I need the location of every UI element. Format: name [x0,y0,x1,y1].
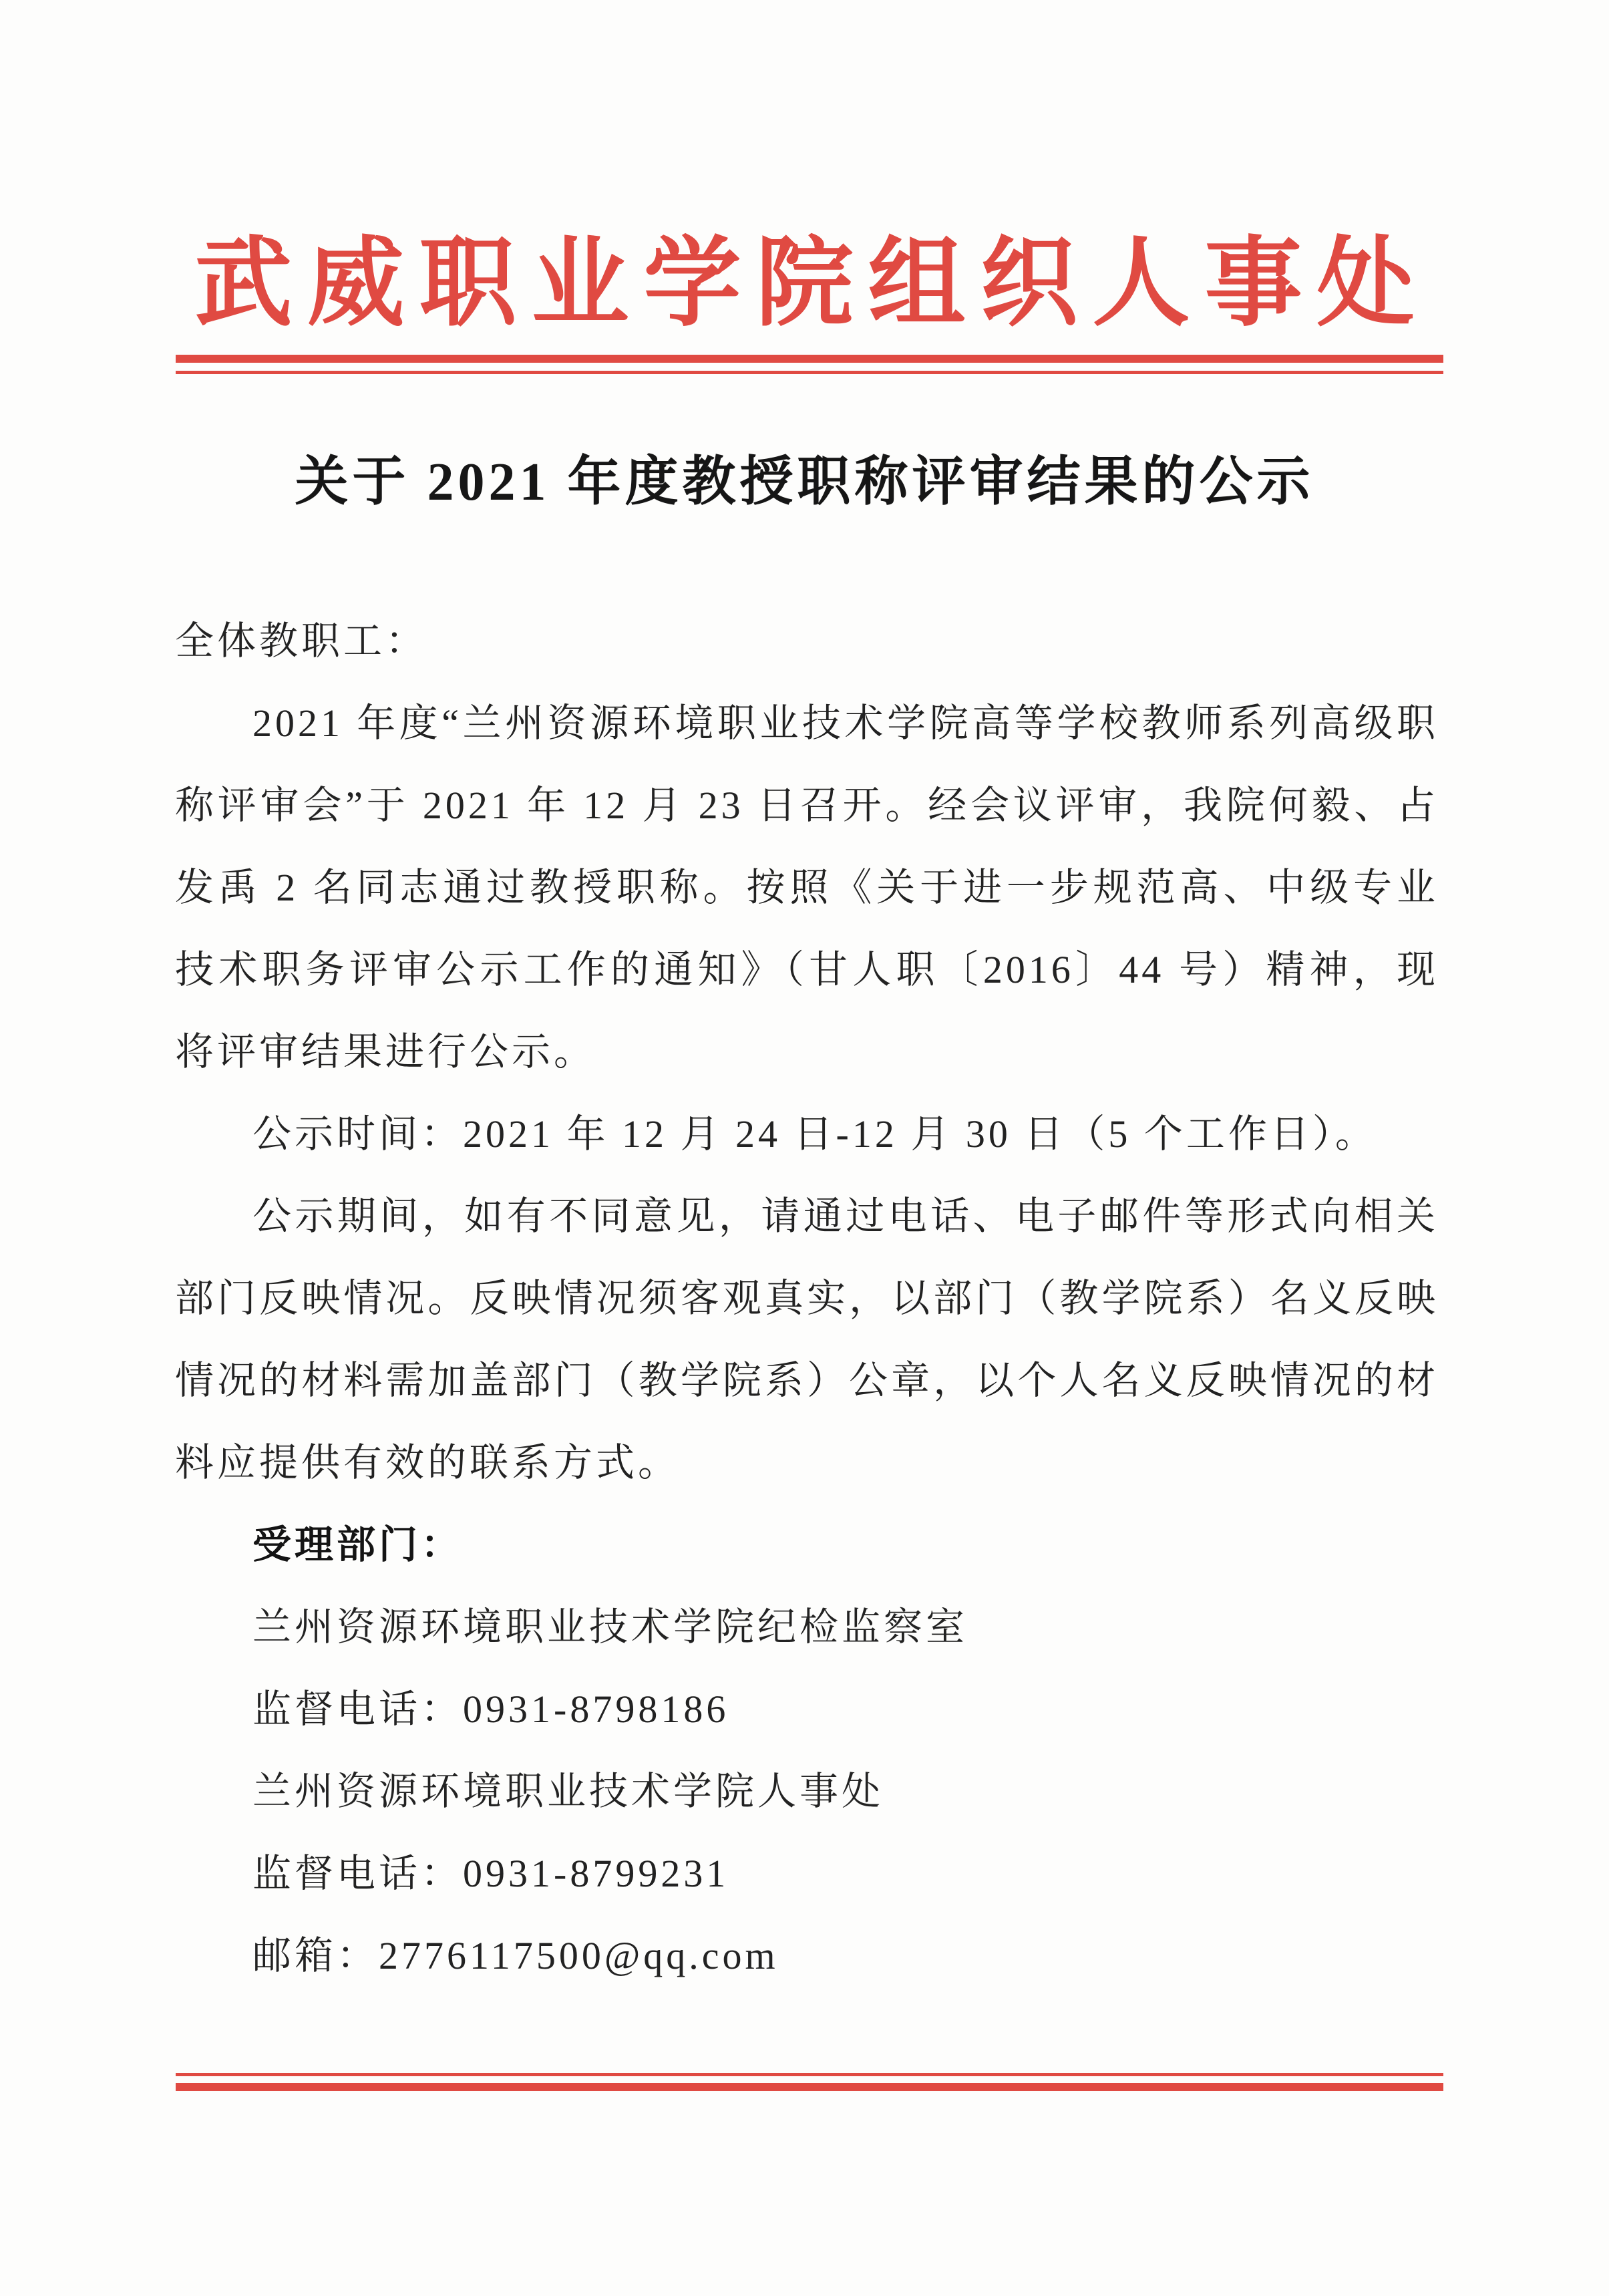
footer-rule-thin [176,2073,1443,2076]
header-rule-thick [176,355,1443,363]
body-paragraph: 监督电话：0931-8798186 [252,1687,729,1731]
body-paragraph: 兰州资源环境职业技术学院纪检监察室 [252,1605,968,1649]
footer-rule-thick [176,2083,1443,2091]
body-paragraph: 全体教职工： [175,619,428,663]
accepting-department-label: 受理部门： [252,1523,464,1567]
body-paragraph: 邮箱：2776117500@qq.com [252,1934,779,1977]
document-title: 关于 2021 年度教授职称评审结果的公示 [295,453,1314,512]
header-rule-thin [176,371,1443,374]
body-paragraph: 公示时间：2021 年 12 月 24 日-12 月 30 日（5 个工作日）。 [252,1112,1377,1156]
body-paragraph: 2021 年度“兰州资源环境职业技术学院高等学校教师系列高级职称评审会”于 2021 年 12 月 23 日召开。经会议评审，我院何毅、占发禹 2 名同志通过教授职称。按照《关于进一步规范高、中级专业技术职务评审公示工作的通知》（甘人职〔2016〕44 号）精神，现将评审结果进行公示。 [175,701,1439,1074]
masthead-title: 武威职业学院组织人事处 [194,230,1429,338]
body-paragraph: 兰州资源环境职业技术学院人事处 [252,1770,884,1813]
body-paragraph: 监督电话：0931-8799231 [252,1852,729,1895]
body-paragraph: 公示期间，如有不同意见，请通过电话、电子邮件等形式向相关部门反映情况。反映情况须客观真实，以部门（教学院系）名义反映情况的材料需加盖部门（教学院系）公章，以个人名义反映情况的材料应提供有效的联系方式。 [175,1194,1439,1484]
document-body [175,600,1439,1997]
